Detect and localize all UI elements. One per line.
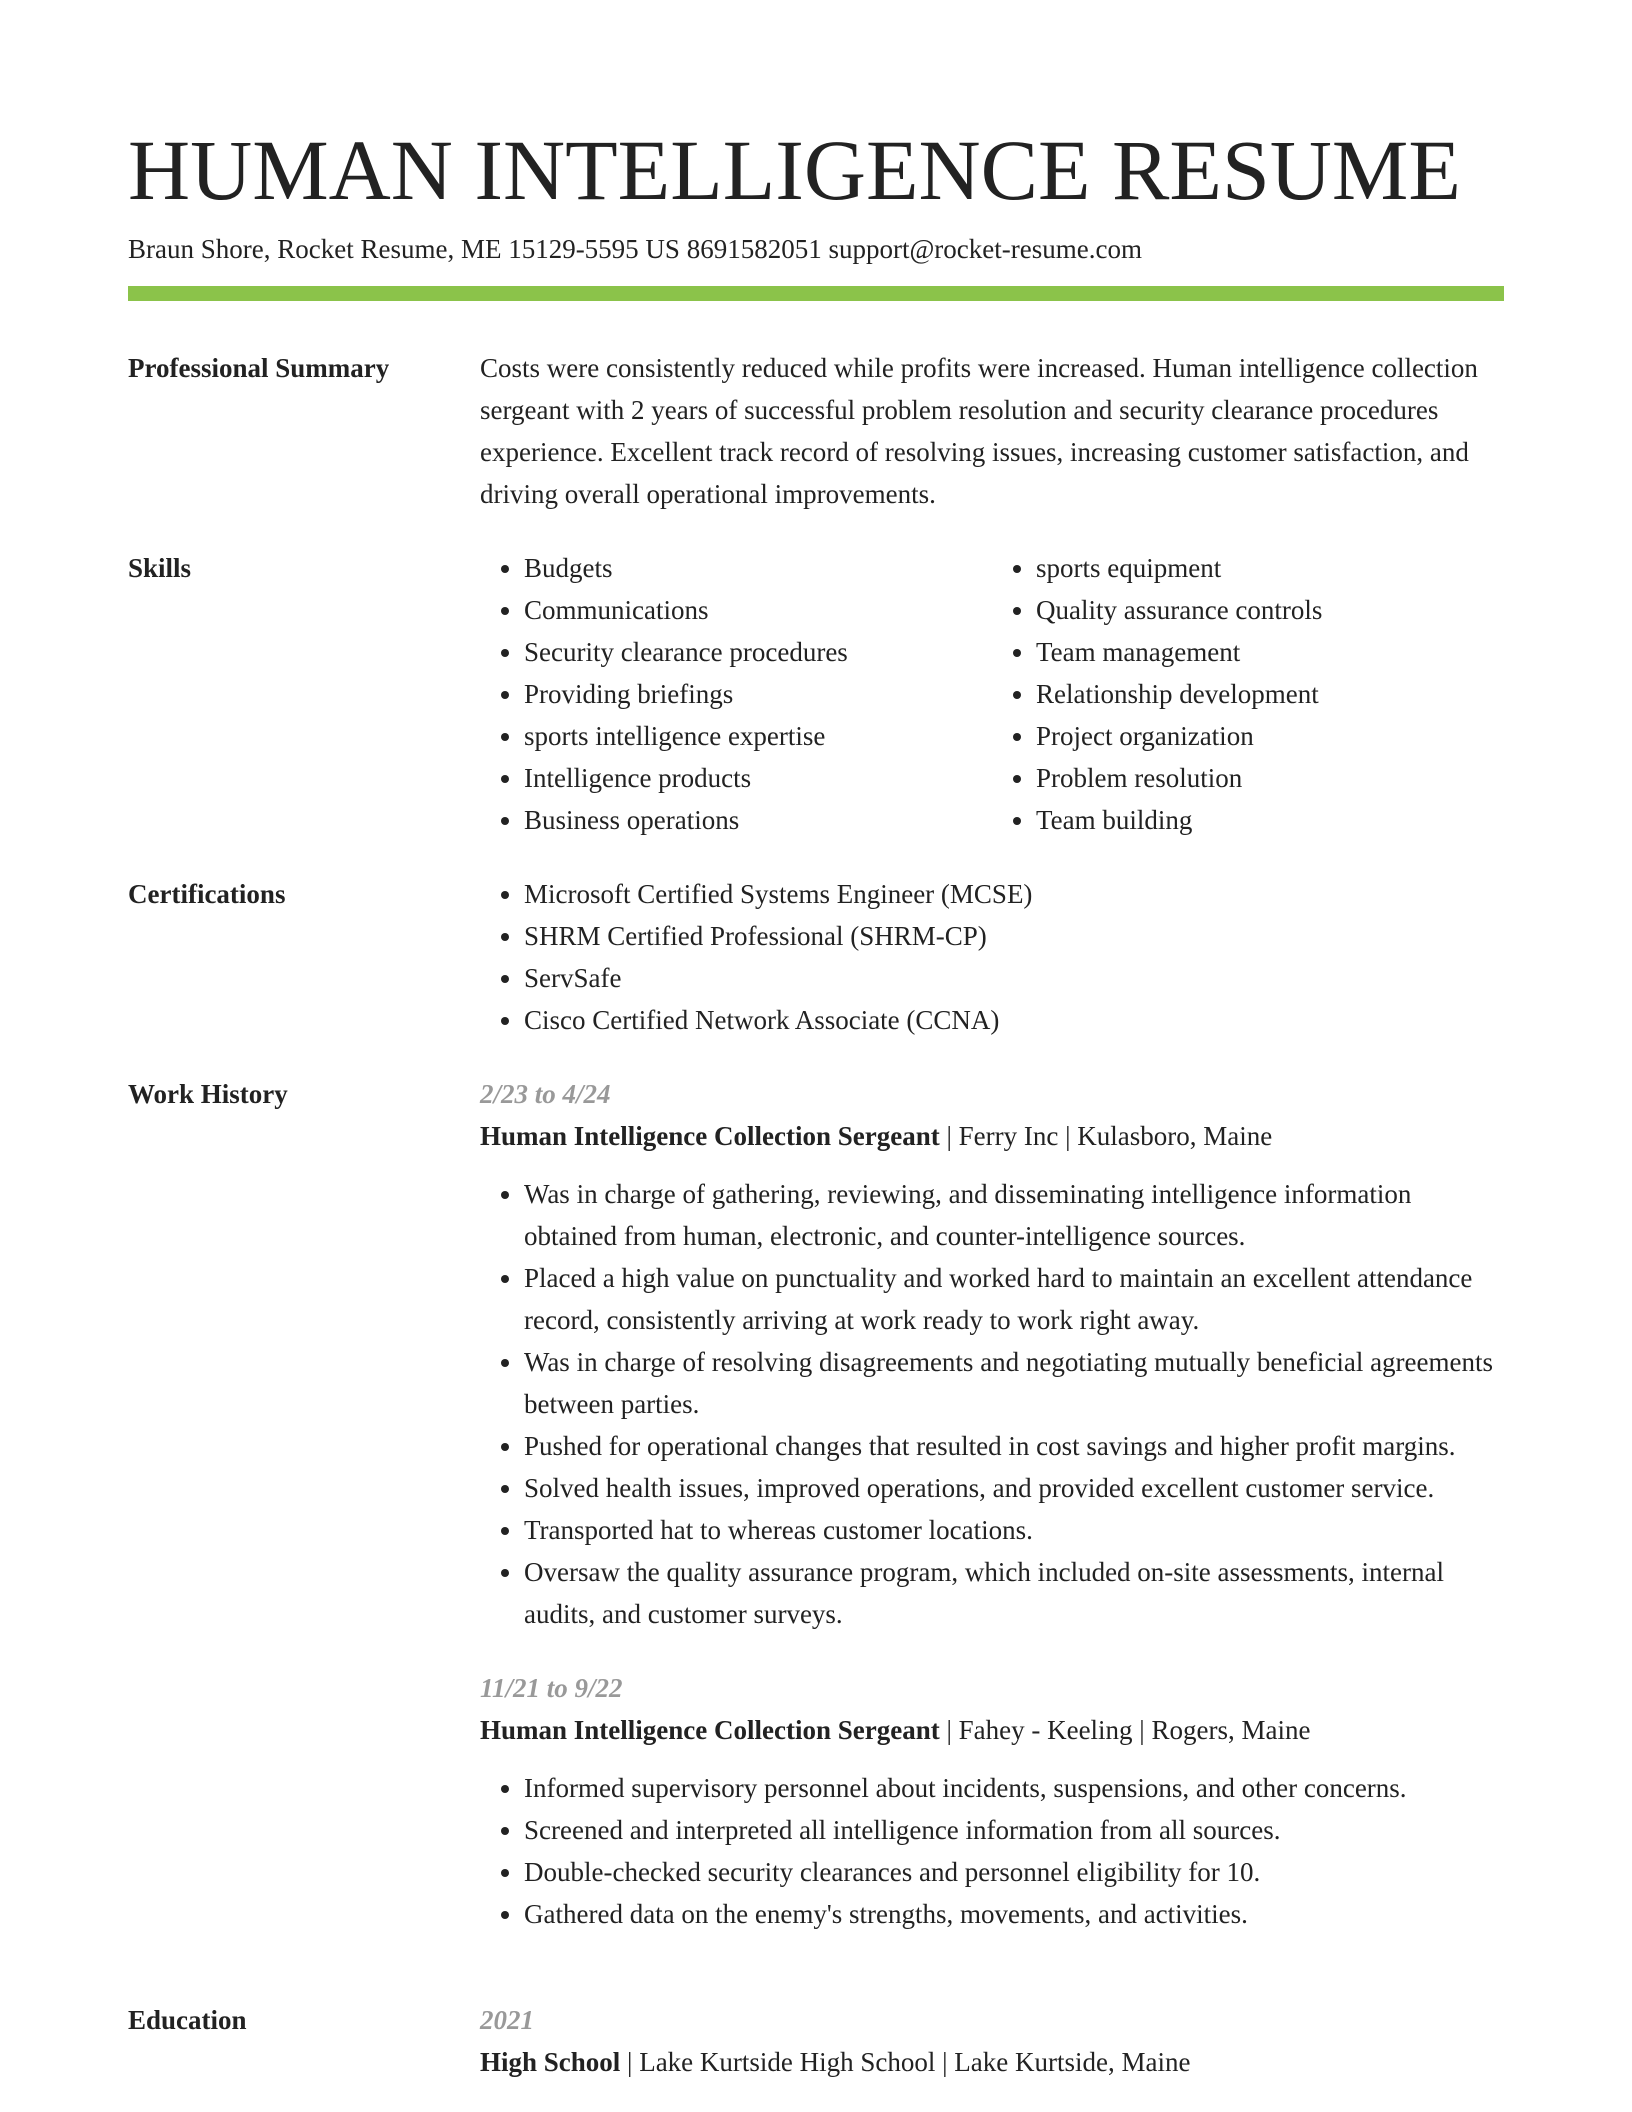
certifications-list (480, 873, 1504, 1041)
skills-list-right (992, 547, 1460, 841)
job-employer-location: | Fahey - Keeling | Rogers, Maine (939, 1715, 1311, 1745)
skill-item: • Project organization (1036, 715, 1460, 757)
job-duty: • Was in charge of gathering, reviewing, and disseminating intelligence information obtained from human, electronic, and counter-intelligence sources. (524, 1173, 1504, 1257)
job-duty: • Pushed for operational changes that resulted in cost savings and higher profit margins. (524, 1425, 1504, 1467)
job-duties-list (480, 1173, 1504, 1635)
skill-item: • Business operations (524, 799, 948, 841)
education-degree: High School (480, 2047, 621, 2077)
accent-divider (128, 286, 1504, 301)
contact-line: Braun Shore, Rocket Resume, ME 15129-5595 US 8691582051 support@rocket-resume.com (128, 234, 1142, 264)
job-duty: • Screened and interpreted all intelligence information from all sources. (524, 1809, 1504, 1851)
job-duty: • Was in charge of resolving disagreements and negotiating mutually beneficial agreements between parties. (524, 1341, 1504, 1425)
certifications-heading: Certifications (128, 879, 286, 909)
job-title: Human Intelligence Collection Sergeant (480, 1715, 940, 1745)
skills-heading: Skills (128, 553, 192, 583)
skill-item: • Quality assurance controls (1036, 589, 1460, 631)
summary-heading: Professional Summary (128, 353, 390, 383)
skill-item: • Communications (524, 589, 948, 631)
summary-text: Costs were consistently reduced while profits were increased. Human intelligence collection sergeant with 2 years of successful problem resolution and security clearance procedures experience. Excellent track record of resolving issues, increasing customer satisfaction, and driving overall operational improvements. (480, 353, 1478, 509)
job-title: Human Intelligence Collection Sergeant (480, 1121, 940, 1151)
job-entry (480, 1073, 1504, 1635)
job-duty: • Gathered data on the enemy's strengths, movements, and activities. (524, 1893, 1504, 1935)
education-heading-line (480, 2041, 1504, 2083)
skill-item: • Relationship development (1036, 673, 1460, 715)
education-heading: Education (128, 2005, 247, 2035)
skill-item: • Intelligence products (524, 757, 948, 799)
job-duty: • Double-checked security clearances and personnel eligibility for 10. (524, 1851, 1504, 1893)
job-entry (480, 1667, 1504, 1935)
skills-list-left (480, 547, 948, 841)
job-heading (480, 1709, 1504, 1751)
skill-item: • Providing briefings (524, 673, 948, 715)
job-duty: • Solved health issues, improved operations, and provided excellent customer service. (524, 1467, 1504, 1509)
job-dates: 2/23 to 4/24 (480, 1079, 611, 1109)
job-heading (480, 1115, 1504, 1157)
job-dates: 11/21 to 9/22 (480, 1673, 623, 1703)
certification-item: • Cisco Certified Network Associate (CCNA) (524, 999, 1504, 1041)
skill-item: • Budgets (524, 547, 948, 589)
job-employer-location: | Ferry Inc | Kulasboro, Maine (939, 1121, 1273, 1151)
skill-item: • Problem resolution (1036, 757, 1460, 799)
skill-item: • Team management (1036, 631, 1460, 673)
skill-item: • sports equipment (1036, 547, 1460, 589)
education-date: 2021 (480, 2005, 534, 2035)
skill-item: • Team building (1036, 799, 1460, 841)
job-duty: • Informed supervisory personnel about incidents, suspensions, and other concerns. (524, 1767, 1504, 1809)
skill-item: • sports intelligence expertise (524, 715, 948, 757)
job-duty: • Placed a high value on punctuality and worked hard to maintain an excellent attendance record, consistently arriving at work ready to work right away. (524, 1257, 1504, 1341)
certification-item: • ServSafe (524, 957, 1504, 999)
job-duty: • Transported hat to whereas customer locations. (524, 1509, 1504, 1551)
resume-title: HUMAN INTELLIGENCE RESUME (128, 122, 1461, 218)
job-duties-list (480, 1767, 1504, 1935)
certification-item: • Microsoft Certified Systems Engineer (MCSE) (524, 873, 1504, 915)
job-duty: • Oversaw the quality assurance program, which included on-site assessments, internal audits, and customer surveys. (524, 1551, 1504, 1635)
certification-item: • SHRM Certified Professional (SHRM-CP) (524, 915, 1504, 957)
work-history-heading: Work History (128, 1079, 288, 1109)
skill-item: • Security clearance procedures (524, 631, 948, 673)
education-school-location: | Lake Kurtside High School | Lake Kurtside, Maine (620, 2047, 1191, 2077)
